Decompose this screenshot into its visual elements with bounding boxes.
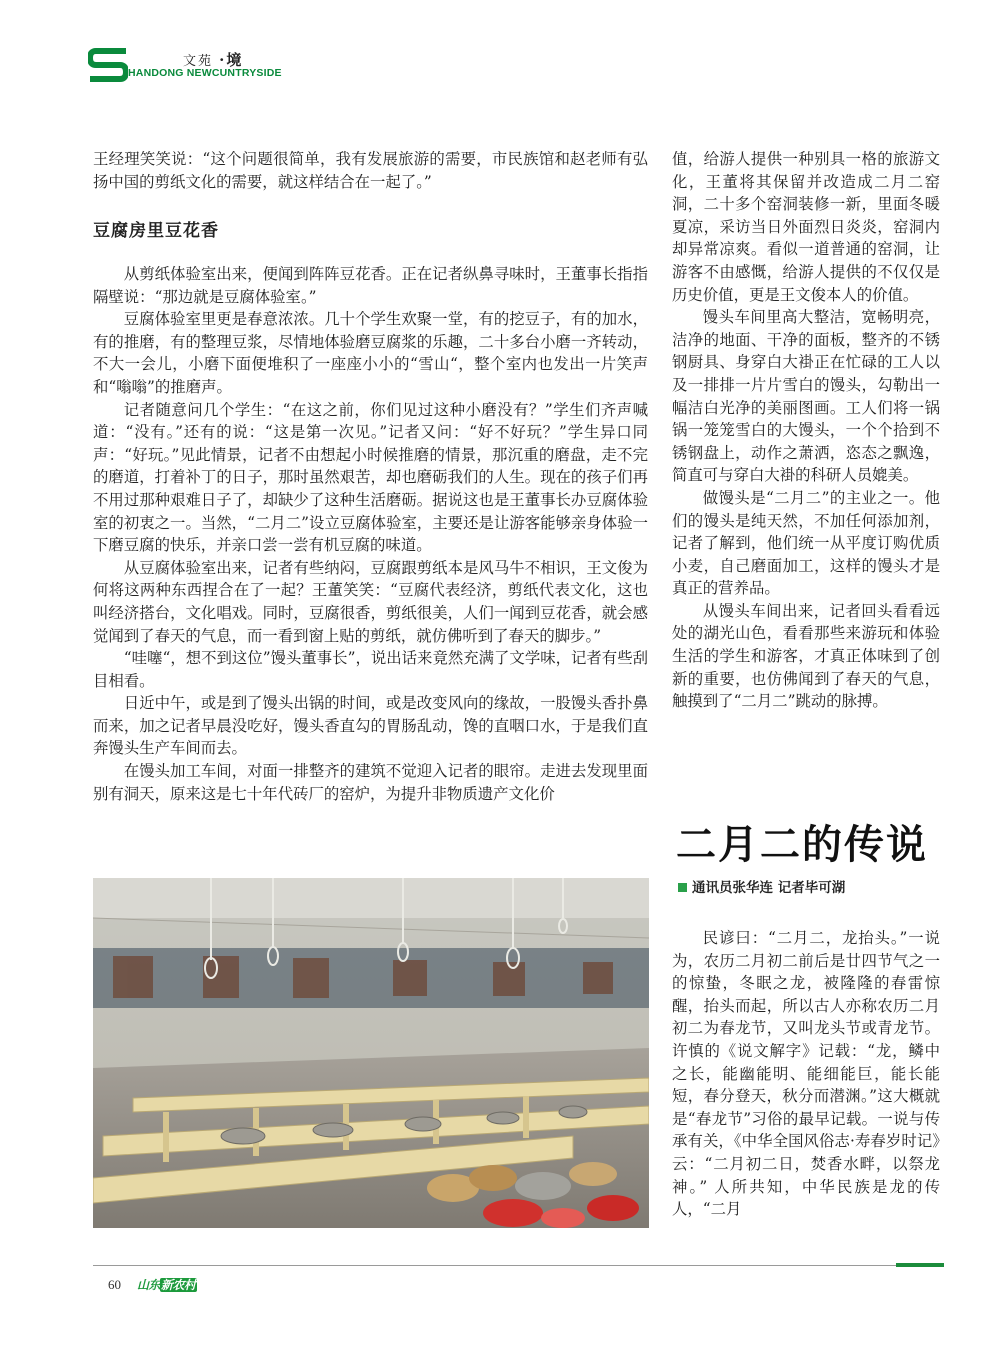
body-paragraph: “哇噻“，想不到这位”馒头董事长”，说出话来竟然充满了文学味，记者有些刮目相看。	[93, 649, 648, 690]
right-body	[672, 148, 940, 713]
intro-paragraph: 王经理笑笑说：“这个问题很简单，我有发展旅游的需要，市民族馆和赵老师有弘扬中国的剪纸文化的需要，就这样结合在一起了。”	[93, 150, 648, 191]
body-paragraph: 值，给游人提供一种别具一格的旅游文化，王董将其保留并改造成二月二窑洞，二十多个窑洞装修一新，里面冬暖夏凉，采访当日外面烈日炎炎，窑洞内却异常凉爽。看似一道普通的窑洞，让游客不由感慨，给游人提供的不仅仅是历史价值，更是王文俊本人的价值。	[672, 150, 940, 304]
body-paragraph: 从豆腐体验室出来，记者有些纳闷，豆腐跟剪纸本是风马牛不相识，王文俊为何将这两种东西捏合在了一起？王董笑笑：“豆腐代表经济，剪纸代表文化，这也叫经济搭台，文化唱戏。同时，豆腐很香，剪纸很美，人们一闻到豆花香，就会感觉闻到了春天的气息，而一看到窗上贴的剪纸，就仿佛听到了春天的脚步。”	[93, 558, 648, 645]
body-paragraph: 做馒头是“二月二”的主业之一。他们的馒头是纯天然，不加任何添加剂，记者了解到，他们统一从平度订购优质小麦，自己磨面加工，这样的馒头才是真正的营养品。	[672, 488, 940, 598]
body-paragraph: 馒头车间里高大整洁，宽畅明亮，洁净的地面、干净的面板，整齐的不锈钢厨具、身穿白大褂正在忙碌的工人以及一排排一片片雪白的馒头，勾勒出一幅洁白光净的美丽图画。工人们将一锅锅一笼笼雪白的大馒头，一个个拾到不锈钢盘上，动作之萧洒，恣态之飘逸，简直可与穿白大褂的科研人员媲美。	[672, 308, 940, 485]
brand-english: HANDONG NEWCUNTRYSIDE	[128, 67, 282, 79]
byline	[678, 876, 845, 896]
article-body	[672, 927, 940, 1221]
body-paragraph: 从馒头车间出来，记者回头看看远处的湖光山色，看看那些来游玩和体验生活的学生和游客，才真正体味到了创新的重要，也仿佛闻到了春天的气息，触摸到了“二月二”跳动的脉搏。	[672, 601, 940, 711]
footer-accent-bar	[896, 1263, 944, 1267]
bullet-square-icon	[678, 883, 687, 892]
footer-divider	[93, 1265, 938, 1266]
tofu-room-photo	[93, 878, 649, 1228]
section-label: 文苑 ·境	[183, 51, 244, 69]
body-paragraph: 从剪纸体验室出来，便闻到阵阵豆花香。正在记者纵鼻寻味时，王董事长指指隔壁说：“那边就是豆腐体验室。”	[93, 265, 648, 306]
left-body	[93, 263, 648, 805]
article-title: 二月二的传说	[676, 822, 928, 868]
page-number: 60	[108, 1277, 121, 1292]
logo-s-icon	[88, 48, 128, 82]
magazine-logo: 山东新农村	[137, 1278, 196, 1292]
body-paragraph: 日近中午，或是到了馒头出锅的时间，或是改变风向的缘故，一股馒头香扑鼻而来，加之记者早晨没吃好，馒头香直勾的胃肠乱动，馋的直咽口水，于是我们直奔馒头生产车间而去。	[93, 694, 648, 758]
intro-block	[93, 148, 648, 193]
body-paragraph: 豆腐体验室里更是春意浓浓。几十个学生欢聚一堂，有的挖豆子，有的加水，有的推磨，有的整理豆浆，尽情地体验磨豆腐浆的乐趣，二十多台小磨一齐转动，不大一会儿，小磨下面便堆积了一座座小小的“雪山“，整个室内也发出一片笑声和“嗡嗡”的推磨声。	[93, 310, 648, 396]
section-heading: 豆腐房里豆花香	[93, 221, 219, 241]
body-paragraph: 记者随意问几个学生：“在这之前，你们见过这种小磨没有？”学生们齐声喊道：“没有。”还有的说：“这是第一次见。”记者又问：“好不好玩？”学生异口同声：“好玩。”见此情景，记者不由想起小时候推磨的情景，那沉重的磨盘，走不完的磨道，打着补丁的日子，那时虽然艰苦，却也磨砺我们的人生。现在的孩子们再不用过那种艰难日子了，却缺少了这种生活磨砺。据说这也是王董事长办豆腐体验室的初衷之一。当然，“二月二”设立豆腐体验室，主要还是让游客能够亲身体验一下磨豆腐的快乐，并亲口尝一尝有机豆腐的味道。	[93, 400, 648, 555]
byline-text: 通讯员张华连 记者毕可湖	[692, 880, 846, 896]
body-paragraph: 在馒头加工车间，对面一排整齐的建筑不觉迎入记者的眼帘。走进去发现里面别有洞天，原来这是七十年代砖厂的窑炉，为提升非物质遗产文化价	[93, 762, 648, 803]
body-paragraph: 民谚曰：“二月二，龙抬头。”一说为，农历二月初二前后是廿四节气之一的惊蛰，冬眠之龙，被隆隆的春雷惊醒，抬头而起，所以古人亦称农历二月初二为春龙节，又叫龙头节或青龙节。许慎的《说文解字》记载：“龙，鳞中之长，能幽能明、能细能巨，能长能短，春分登天，秋分而潜渊。”这大概就是“春龙节”习俗的最早记载。一说与传承有关，《中华全国风俗志·寿春岁时记》云：“二月初二日，焚香水畔，以祭龙神。” 人所共知，中华民族是龙的传人，“二月	[672, 929, 940, 1219]
